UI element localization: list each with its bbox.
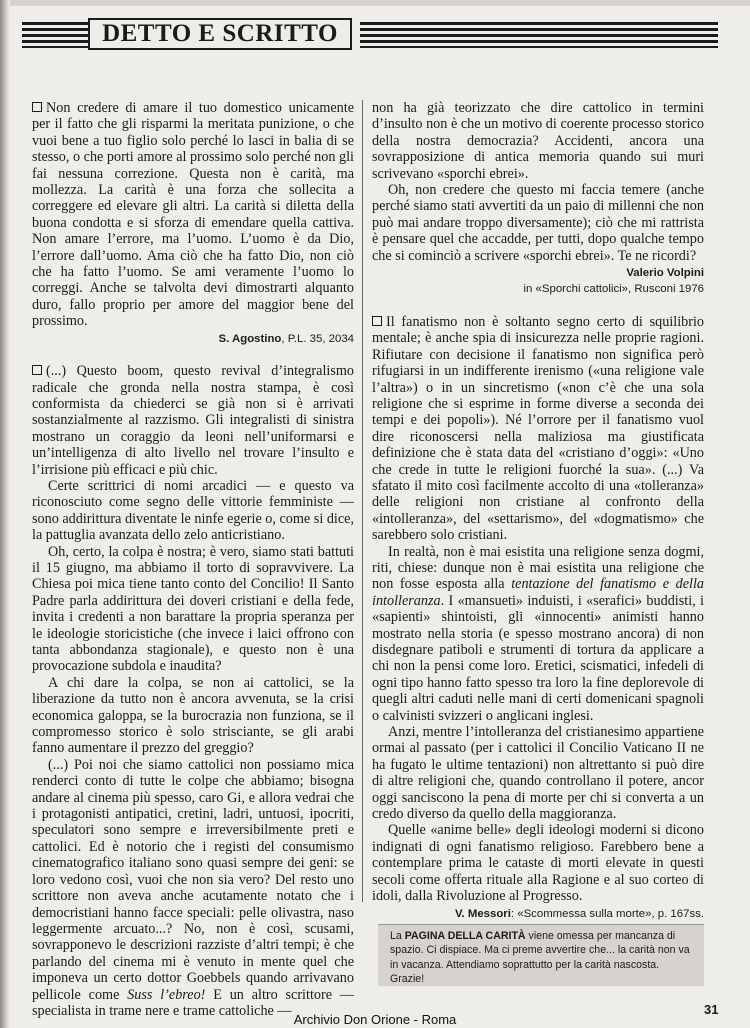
quote-volpini-p6: non ha già teorizzato che dire cattolico in termini d’insulto non è che un motivo di coerente processo storico della nostra democrazia? Accidenti, ancora una sovrapposizione di antica memoria quando sui muri scrivevano «sporchi ebrei». <box>372 100 704 182</box>
right-column <box>372 100 704 922</box>
quote-volpini-p2: Certe scrittrici di nomi arcadici — e questo va riconosciuto come segno delle vittorie femministe — sono addirittura diventate le ninfe egerie o, come si dice, la pattuglia avanzata dello zelo anticristiano. <box>32 477 354 544</box>
quote-volpini-p7: Oh, non credere che questo mi faccia temere (anche perché siamo stati avvertiti da un paio di millenni che non può mai andare troppo diversamente); ciò che mi rattrista è pensare quel che accadde, per tutti, dopo qualche tempo che si cominciò a scrivere «sporchi ebrei». Te ne ricordi? <box>372 182 704 264</box>
quote-messori-p3: Anzi, mentre l’intolleranza del cristianesimo appartiene ormai al passato (per i cattolici il Concilio Vaticano II ne ha fugato le ultime tentazioni) non altrettanto si può dire di altre religioni che, quando controllano il potere, ancor oggi sanciscono la pena di morte per chi si converta a un credo diverso da quello della maggioranza. <box>372 724 704 823</box>
square-bullet-icon <box>372 316 382 326</box>
citation-agostino: S. Agostino, P.L. 35, 2034 <box>218 332 354 345</box>
quote-volpini-p3: Oh, certo, la colpa è nostra; è vero, siamo stati battuti il 15 giugno, ma abbiamo il torto di sopravvivere. La Chiesa poi mica tiene tanto conto del Concilio! Il Santo Padre parla addirittura dei doveri cristiani e della fede, invita i credenti a non barattare la propria speranza per le ideologie storicistiche (che invece i laici offrono con tanta abbondanza stagionale), e questo non è una provocazione subdola e inaudita? <box>32 543 354 675</box>
citation-volpini: Valerio Volpini <box>626 267 704 280</box>
page-number: 31 <box>704 1002 719 1017</box>
citation-volpini-source: in «Sporchi cattolici», Rusconi 1976 <box>523 283 704 296</box>
quote-messori-p2: In realtà, non è mai esistita una religione senza dogmi, riti, chiese: dunque non è mai esistita una religione che non fosse esposta alla tentazione del fanatismo e della intolleranza. I «mansueti» induisti, i «serafici» buddisti, i «sapienti» shintoisti, gli «innocenti» animisti hanno mostrato nella storia (e spesso mostrano ancora) di non disdegnare patiboli e strumenti di tortura da applicare a chi non la pensi come loro. Eretici, scismatici, infedeli di ogni tipo hanno fatto spesso tra loro la fine deplorevole di quegli altri caduti nelle mani di certi domenicani spagnoli o calvinisti svizzeri o anglicani inglesi. <box>372 543 704 724</box>
square-bullet-icon <box>32 365 42 375</box>
left-column <box>32 100 354 1019</box>
header-rule-left <box>22 22 88 48</box>
column-divider <box>362 100 363 902</box>
quote-volpini-p5: (...) Poi noi che siamo cattolici non possiamo mica renderci conto di tutte le colpe che abbiamo; bisogna andare al cinema più spesso, caro Gi, e allora vedrai che i protagonisti antipatici, cretini, ladri, untuosi, ipocriti, speculatori sono sempre e irreversibilmente preti e cattolici. Ed è notorio che i registi del consumismo cinematografico italiano sono quasi sempre dei geni: se loro vedono così, vuoi che non sia vero? Del resto uno scrittore non aveva anche acutamente notato che i democristiani hanno facce speciali: pelle olivastra, naso leggermente arcuato...? No, non è così, scusami, sovrapponevo le descrizioni razziste d’altri tempi; è che parlando del cinema mi è venuto in mente quel che imponeva un certo dottor Goebbels quando arrivavano pellicole come Suss l’ebreo! E un altro scrittore — specialista in trame nere e trame cattoliche — <box>32 756 354 1019</box>
charity-page-notice: La PAGINA DELLA CARITÀ viene omessa per mancanza di spazio. Ci dispiace. Ma ci preme avvertire che... la carità non va in vacanza. Attendiamo soprattutto per la carità nascosta. Grazie! <box>378 924 704 986</box>
quote-volpini-p4: A chi dare la colpa, se non ai cattolici, se la liberazione da tutto non è ancora avvenuta, se la crisi economica galoppa, se la burocrazia non funziona, se il compromesso storico è solo strisciante, se gli arabi fanno aumentare il prezzo del greggio? <box>32 674 354 757</box>
page-top-edge <box>0 0 750 6</box>
square-bullet-icon <box>32 102 42 112</box>
header-rule-right <box>360 22 718 48</box>
quote-volpini-p1: (...) Questo boom, questo revival d’integralismo radicale che gronda nella nostra stampa, è così conformista da chiederci se già non si è arrivati sostanzialmente al razzismo. Gli integralisti di sinistra mostrano un coraggio da leoni nell’uniformarsi e un’intelligenza di alto livello nel trovare l’insulto e l’irrisione più efficaci e più chic. <box>32 363 354 478</box>
page-binding-shadow <box>0 0 10 1028</box>
quote-messori-p1: Il fanatismo non è soltanto segno certo di squilibrio mentale; è anche spia di insicurezza nelle proprie ragioni. Rifiutare con decisione il fanatismo non significa però rifugiarsi in un indifferente irenismo («una religione vale l’altra») o in un sincretismo («non c’è che una sola religione che si esprime in forme diverse a seconda dei tempi e dei popoli»). Né l’orrore per il fanatismo vuol dire riconoscersi nella maliziosa ma giustificata definizione che è stata data del «cristiano d’oggi»: «Uno che crede in tutte le religioni fuorché la sua». (...) Va sfatato il mito così facilmente accolto di una «tolleranza» delle religioni non cristiane al confronto della «intolleranza», del «settarismo», del «dogmatismo» che sarebbero solo cristiani. <box>372 313 704 544</box>
quote-messori-p4: Quelle «anime belle» degli ideologi moderni si dicono indignati di ogni fanatismo religioso. Farebbero bene a contemplare prima le cataste di morti elevate in questi secoli come offerta rituale alla Ragione e al suo corteo di idoli, dalla Rivoluzione al Progresso. <box>372 822 704 905</box>
section-title: DETTO E SCRITTO <box>88 18 352 50</box>
quote-agostino: Non credere di amare il tuo domestico unicamente per il fatto che gli risparmi la meritata punizione, o che vuoi bene a tuo figlio solo perché lo lasci in balia di se stesso, o che porti amore al prossimo solo perché non gli fai nessuna correzione. Questa non è carità, ma mollezza. La carità è una forza che sollecita a correggere ed elevare gli altri. La carità si diletta della buona condotta e si sforza di emendare quella cattiva. Non amare l’errore, ma l’uomo. L’uomo è da Dio, l’errore dall’uomo. Ama ciò che ha fatto Dio, non ciò che ha fatto l’uomo. Se ami veramente l’uomo lo correggi. Anche se talvolta devi dimostrarti alquanto duro, fallo proprio per amore del maggior bene del prossimo. <box>32 100 354 330</box>
section-header <box>22 18 718 52</box>
archive-watermark: Archivio Don Orione - Roma <box>293 1012 457 1027</box>
citation-messori: V. Messori: «Scommessa sulla morte», p. 167ss. <box>454 907 704 920</box>
